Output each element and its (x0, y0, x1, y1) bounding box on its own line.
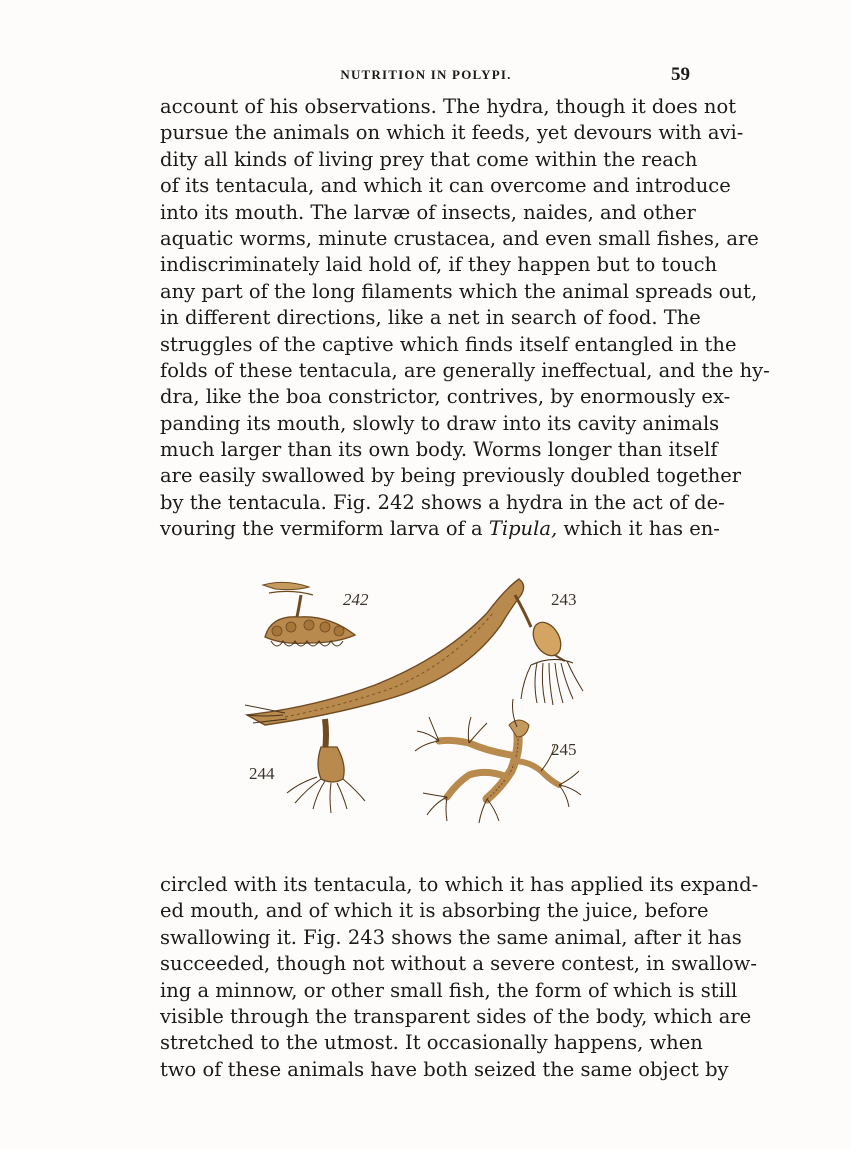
text-line: indiscriminately laid hold of, if they happen but to touch (160, 253, 718, 277)
text-line: of its tentacula, and which it can overcome and introduce (160, 174, 731, 198)
text-line: folds of these tentacula, are generally ineffectual, and the hy- (160, 358, 770, 382)
text-line: panding its mouth, slowly to draw into its cavity animals (160, 411, 720, 435)
text-line: ed mouth, and of which it is absorbing the juice, before (160, 899, 709, 923)
fig243-neck (515, 595, 531, 627)
figure-label-243: 243 (551, 590, 577, 609)
figure-label-244: 244 (249, 764, 275, 783)
text-line: stretched to the utmost. It occasionally happens, when (160, 1031, 703, 1055)
text-line (160, 516, 720, 542)
text-line: dity all kinds of living prey that come within the reach (160, 147, 698, 171)
text-line: succeeded, though not without a severe contest, in swallow- (160, 952, 757, 976)
fig244-tentacles (287, 777, 365, 813)
fig242-knob (272, 626, 282, 636)
figure-label-242: 242 (343, 590, 369, 609)
page-number: 59 (671, 64, 690, 85)
text-line: two of these animals have both seized the same object by (160, 1057, 729, 1081)
fig242-tentacle-top (263, 582, 309, 589)
fig242-knob (286, 622, 296, 632)
fig242-knob (320, 622, 330, 632)
text-line-end: which it has en- (557, 517, 720, 541)
text-line: circled with its tentacula, to which it has applied its expand- (160, 873, 759, 896)
fig243-tentacles (521, 661, 583, 705)
text-line: visible through the transparent sides of the body, which are (160, 1004, 752, 1028)
fig242-tentacle-top-curl (269, 591, 313, 595)
italic-term-tipula: Tipula, (488, 517, 558, 541)
fig242-knob (304, 620, 314, 630)
text-line-start: vouring the vermiform larva of a (160, 517, 489, 541)
text-line: swallowing it. Fig. 243 shows the same animal, after it has (160, 925, 742, 949)
fig243-body (247, 579, 524, 725)
fig242-stalk (297, 595, 301, 617)
fig245-branch-right (513, 761, 559, 785)
page-header (160, 64, 692, 88)
figure-243-hydra (247, 579, 583, 725)
figure-242-hydra (263, 582, 369, 646)
paragraph-upper (160, 94, 770, 543)
figure-245-hydra (415, 699, 581, 823)
text-line: struggles of the captive which finds itself entangled in the (160, 332, 737, 356)
text-line: in different directions, like a net in search of food. The (160, 306, 701, 330)
text-line: are easily swallowed by being previously doubled together (160, 464, 742, 488)
running-head: NUTRITION IN POLYPI. (340, 67, 512, 82)
text-line: any part of the long filaments which the animal spreads out, (160, 279, 758, 303)
text-line: account of his observations. The hydra, though it does not (160, 95, 737, 118)
fig243-tentacle-crown (531, 659, 573, 665)
text-line: aquatic worms, minute crustacea, and even small fishes, are (160, 226, 759, 250)
text-line: much larger than its own body. Worms longer than itself (160, 438, 718, 462)
figure-label-245: 245 (551, 740, 577, 759)
fig244-body (318, 747, 344, 782)
text-line: by the tentacula. Fig. 242 shows a hydra in the act of de- (160, 490, 725, 514)
fig245-branch-left (439, 740, 511, 755)
fig242-knob (334, 626, 344, 636)
fig243-fish-bulge (528, 617, 567, 660)
paragraph-lower (160, 872, 759, 1083)
fig245-tentacles (415, 699, 581, 823)
text-line: ing a minnow, or other small fish, the form of which is still (160, 978, 738, 1002)
hydra-illustration (225, 565, 625, 845)
text-line: dra, like the boa constrictor, contrives, by enormously ex- (160, 385, 731, 409)
text-line: pursue the animals on which it feeds, yet devours with avi- (160, 121, 744, 145)
fig245-top-knob (509, 720, 529, 737)
text-line: into its mouth. The larvæ of insects, naides, and other (160, 200, 696, 224)
